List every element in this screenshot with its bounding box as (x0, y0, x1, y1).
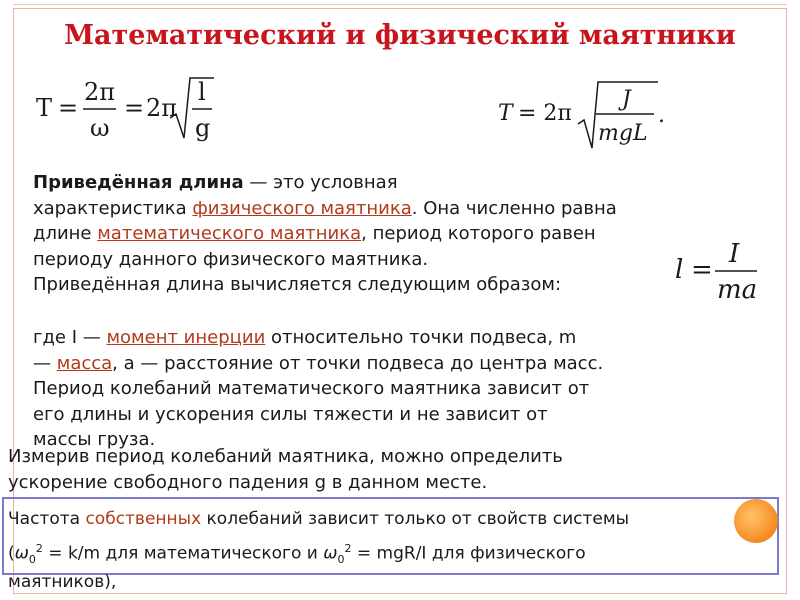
omega-sup: 2 (35, 542, 43, 555)
f2-dot: . (658, 103, 665, 128)
p1-l1-rest: — это условная (243, 172, 398, 193)
p1-l2-a: характеристика (33, 197, 193, 219)
link-mass[interactable]: масса (56, 352, 113, 374)
p4-line2: ускорение свободного падения g в данном месте. (8, 471, 488, 493)
omega-sub-2: 0 (337, 553, 345, 567)
p1-line1 (33, 170, 617, 196)
formula-math-pendulum (28, 72, 218, 142)
p1-l3-b: , период которого равен (361, 223, 596, 244)
f3-I: I (729, 239, 740, 269)
paragraph-natural-frequency (8, 508, 629, 594)
p2-line1 (33, 325, 603, 351)
paragraph-reduced-length (33, 170, 617, 298)
p3-line2: его длины и ускорения силы тяжести и не зависит от (33, 403, 548, 425)
p5-l1-a: Частота (8, 509, 86, 529)
paragraph-period-dependence (33, 376, 589, 453)
formula-physical-pendulum (492, 76, 667, 154)
f2-mgL: mgL (598, 121, 648, 146)
f3-l: l (675, 255, 684, 285)
p4-line1: Измерив период колебаний маятника, можно определить (8, 446, 563, 467)
p5-open: ( (8, 543, 15, 564)
paragraph-definitions (33, 325, 603, 376)
slide-title: Математический и физический маятники (64, 20, 736, 51)
p5-line2 (8, 531, 629, 571)
link-physical-pendulum[interactable]: физического маятника (192, 197, 412, 219)
p5-l1-b: колебаний зависит только от свойств системы (201, 509, 630, 529)
f1-2pi: 2π (84, 78, 116, 106)
p1-l2-b: . Она численно равна (411, 197, 617, 219)
f2-T: T (498, 101, 513, 126)
f1-T: T (36, 94, 53, 122)
p1-line3 (33, 221, 617, 247)
p2-l1-a: где I — (33, 327, 107, 348)
p3-line1: Период колебаний математического маятника зависит от (33, 378, 590, 399)
p5-line3: маятников), (8, 572, 117, 593)
paragraph-measure-g (8, 444, 563, 495)
f3-ma: ma (717, 275, 758, 304)
term-natural: собственных (85, 509, 202, 529)
p3-line3: массы груза. (33, 429, 156, 450)
omega-symbol: ω (14, 543, 29, 564)
f1-2pi-b: 2π (146, 94, 178, 122)
omega-sup-2: 2 (344, 542, 352, 555)
frame-top-line (13, 4, 787, 5)
omega-symbol-2: ω (323, 543, 338, 564)
link-math-pendulum[interactable]: математического маятника (97, 223, 362, 244)
f2-eq: = 2π (518, 101, 572, 126)
p1-line4: периоду данного физического маятника. (33, 248, 429, 270)
f3-eq: = (691, 255, 713, 285)
f1-eq1: = (58, 94, 79, 122)
p5-line1 (8, 508, 629, 531)
p2-l2-a: — (33, 352, 57, 374)
p2-line2 (33, 351, 603, 377)
term-reduced-length: Приведённая длина (33, 172, 244, 193)
p5-end: = mgR/I для физического (351, 543, 586, 564)
formula-reduced-length (671, 232, 763, 304)
f1-eq2: = (124, 94, 145, 122)
f1-omega: ω (90, 114, 110, 142)
p2-l1-b: относительно точки подвеса, m (265, 327, 577, 348)
f1-g: g (195, 114, 211, 142)
p2-l2-b: , a — расстояние от точки подвеса до центра масс. (112, 352, 604, 374)
p1-l3-a: длине (33, 223, 98, 244)
orange-circle-decoration (734, 499, 778, 543)
p5-mid: = k/m для математического и (42, 543, 324, 564)
p1-line2 (33, 196, 617, 222)
p1-line5: Приведённая длина вычисляется следующим образом: (33, 274, 562, 295)
link-moment-of-inertia[interactable]: момент инерции (106, 327, 266, 348)
omega-sub: 0 (28, 553, 36, 567)
f1-l: l (198, 78, 206, 106)
f2-J: J (622, 87, 631, 112)
